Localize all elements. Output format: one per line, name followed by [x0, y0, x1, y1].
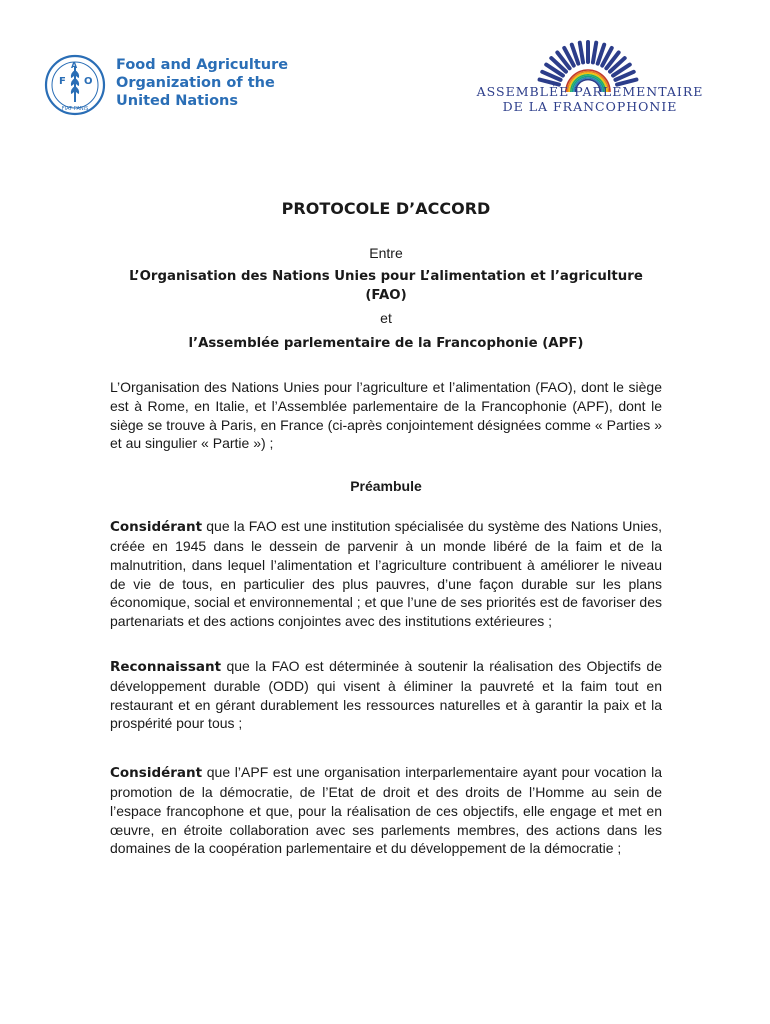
apf-name: [474, 84, 706, 114]
fao-emblem-letter-f: F: [59, 76, 66, 87]
clause-text: que la FAO est une institution spécialisée du système des Nations Unies, créée en 1945 dans le dessein de parvenir à un monde libéré de la faim et de la malnutrition, dans lequel l’alimentation et l’agriculture contribuent à améliorer le niveau de vie de tous, en particulier des plus pauvres, d’une façon durable sur les plans économique, social et environnemental ; et que l’une de ses priorités est de favoriser des partenariats et des actions conjointes avec des institutions extérieures ;: [110, 518, 662, 630]
apf-name-line: ASSEMBLÉE PARLEMENTAIRE: [476, 84, 704, 99]
apf-arc-ray: [580, 43, 583, 63]
clause-keyword: Reconnaissant: [110, 658, 222, 675]
fao-emblem-letter-o: O: [84, 76, 93, 87]
fao-name-line: Food and Agriculture: [116, 57, 289, 73]
fao-name-line: Organization of the: [116, 75, 275, 91]
clause-paragraph: [110, 657, 662, 733]
clause-keyword: Considérant: [110, 519, 203, 536]
letterhead: [0, 0, 770, 130]
fao-emblem-motto: FIAT PANIS: [61, 106, 89, 112]
party-two-name: l’Assemblée parlementaire de la Francophonie (APF): [188, 336, 584, 351]
document-body: [110, 196, 662, 858]
clause-text: que la FAO est déterminée à soutenir la réalisation des Objectifs de développement durable (ODD) qui visent à éliminer la pauvreté et la faim tout en restaurant et en gérant durablement les ressources naturelles et à garantir la paix et la prospérité pour tous ;: [110, 657, 662, 732]
party-one-name: L’Organisation des Nations Unies pour L’alimentation et l’agriculture: [129, 269, 643, 284]
document-title: PROTOCOLE D’ACCORD: [281, 199, 491, 218]
fao-emblem-icon: [44, 54, 106, 116]
fao-emblem-letter-a: A: [71, 61, 78, 70]
apf-arc-ray: [593, 43, 596, 63]
clause-paragraph: [110, 763, 662, 858]
apf-name-line: DE LA FRANCOPHONIE: [502, 99, 678, 114]
clause-text: que l’APF est une organisation interparlementaire ayant pour vocation la promotion de la démocratie, de l’Etat de droit et des droits de l’Homme au sein de l’espace francophone et que, pour la réalisation de ces objectifs, elle engage et met en œuvre, en étroite collaboration avec ses parlements membres, des actions dans les domaines de la coopération parlementaire et du développement de la démocratie ;: [110, 764, 662, 857]
party-one-acronym: (FAO): [365, 288, 407, 303]
clause-paragraph: [110, 517, 662, 631]
fao-name: [116, 56, 288, 110]
clause-keyword: Considérant: [110, 765, 203, 782]
preamble-heading: Préambule: [350, 478, 422, 495]
and-label: et: [380, 310, 392, 326]
intro-paragraph: L’Organisation des Nations Unies pour l’agriculture et l’alimentation (FAO), dont le siège est à Rome, en Italie, et l’Assemblée parlementaire de la Francophonie (APF), dont le siège se trouve à Paris, en France (ci-après conjointement désignées comme « Parties » et au singulier « Partie ») ;: [110, 379, 662, 452]
fao-name-line: United Nations: [116, 93, 238, 109]
between-label: Entre: [369, 245, 403, 261]
